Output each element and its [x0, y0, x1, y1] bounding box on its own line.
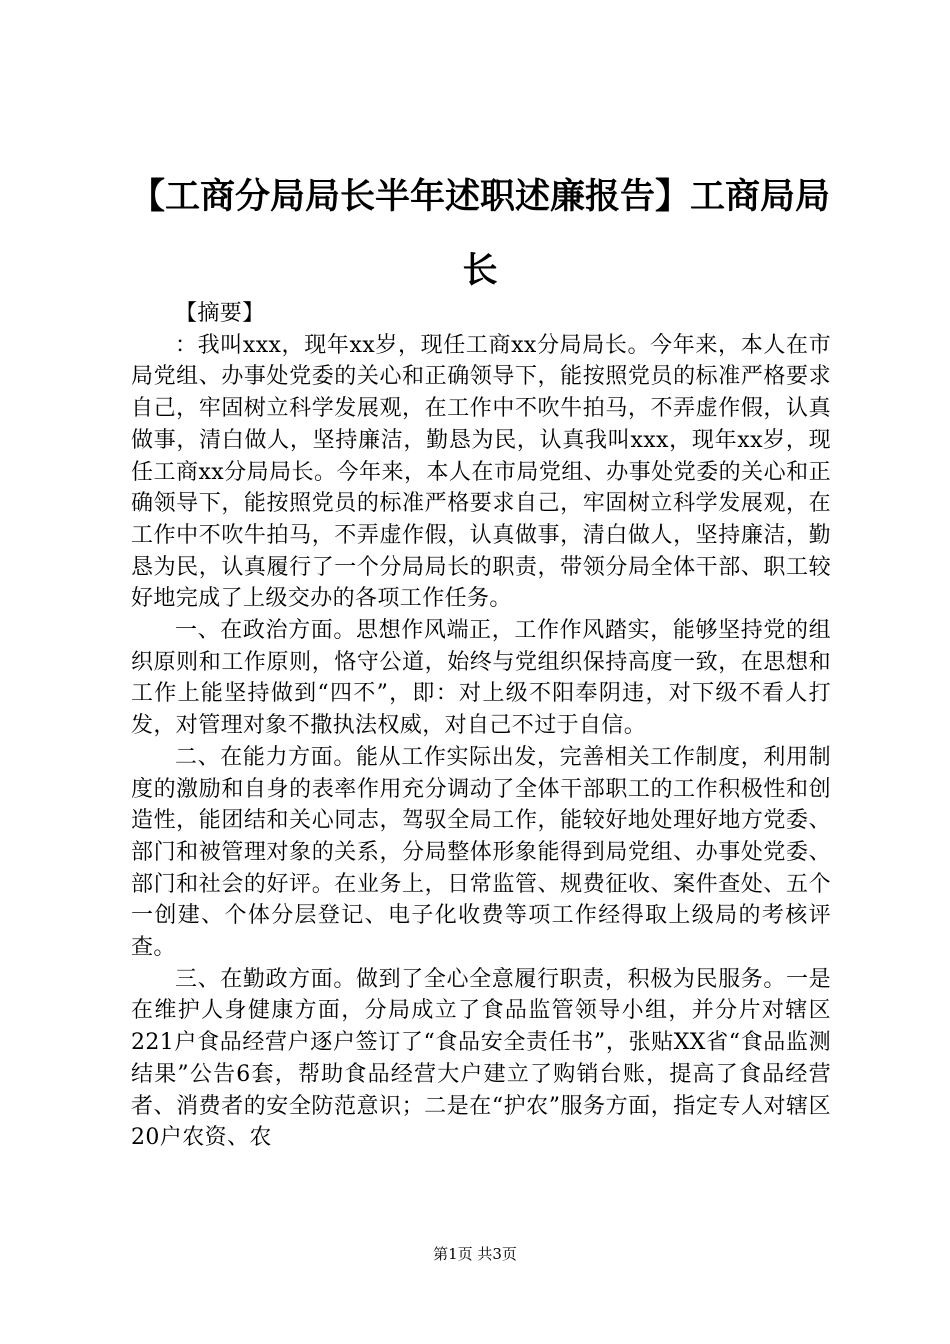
diligence-paragraph: 三、在勤政方面。做到了全心全意履行职责，积极为民服务。一是在维护人身健康方面，分局成立了食品监管领导小组，并分片对辖区221户食品经营户逐户签订了“食品安全责任书”，张贴XX省“食品监测结果”公告6套，帮助食品经营大户建立了购销台账，提高了食品经营者、消费者的安全防范意识；二是在“护农”服务方面，指定专人对辖区20户农资、农	[131, 966, 831, 1151]
politics-paragraph: 一、在政治方面。思想作风端正，工作作风踏实，能够坚持党的组织原则和工作原则，恪守公道，始终与党组织保持高度一致，在思想和工作上能坚持做到“四不”，即：对上级不阳奉阴违，对下级不看人打发，对管理对象不撒执法权威，对自己不过于自信。	[131, 618, 831, 739]
summary-label: 【摘要】	[175, 301, 265, 326]
ability-paragraph: 二、在能力方面。能从工作实际出发，完善相关工作制度，利用制度的激励和自身的表率作用充分调动了全体干部职工的工作积极性和创造性，能团结和关心同志，驾驭全局工作，能较好地处理好地方党委、部门和被管理对象的关系，分局整体形象能得到局党组、办事处党委、部门和社会的好评。在业务上，日常监管、规费征收、案件查处、五个一创建、个体分层登记、电子化收费等项工作经得取上级局的考核评查。	[131, 744, 831, 961]
summary-paragraph: ：我叫xxx，现年xx岁，现任工商xx分局局长。今年来，本人在市局党组、办事处党委的关心和正确领导下，能按照党员的标准严格要求自己，牢固树立科学发展观，在工作中不吹牛拍马，不弄虚作假，认真做事，清白做人，坚持廉洁，勤恳为民，认真我叫xxx，现年xx岁，现任工商xx分局局长。今年来，本人在市局党组、办事处党委的关心和正确领导下，能按照党员的标准严格要求自己，牢固树立科学发展观，在工作中不吹牛拍马，不弄虚作假，认真做事，清白做人，坚持廉洁，勤恳为民，认真履行了一个分局局长的职责，带领分局全体干部、职工较好地完成了上级交办的各项工作任务。	[131, 332, 831, 612]
document-body	[131, 298, 831, 1154]
document-title: 【工商分局局长半年述职述廉报告】工商局局长	[129, 176, 830, 291]
page-footer: 第1页 共3页	[433, 1245, 517, 1263]
